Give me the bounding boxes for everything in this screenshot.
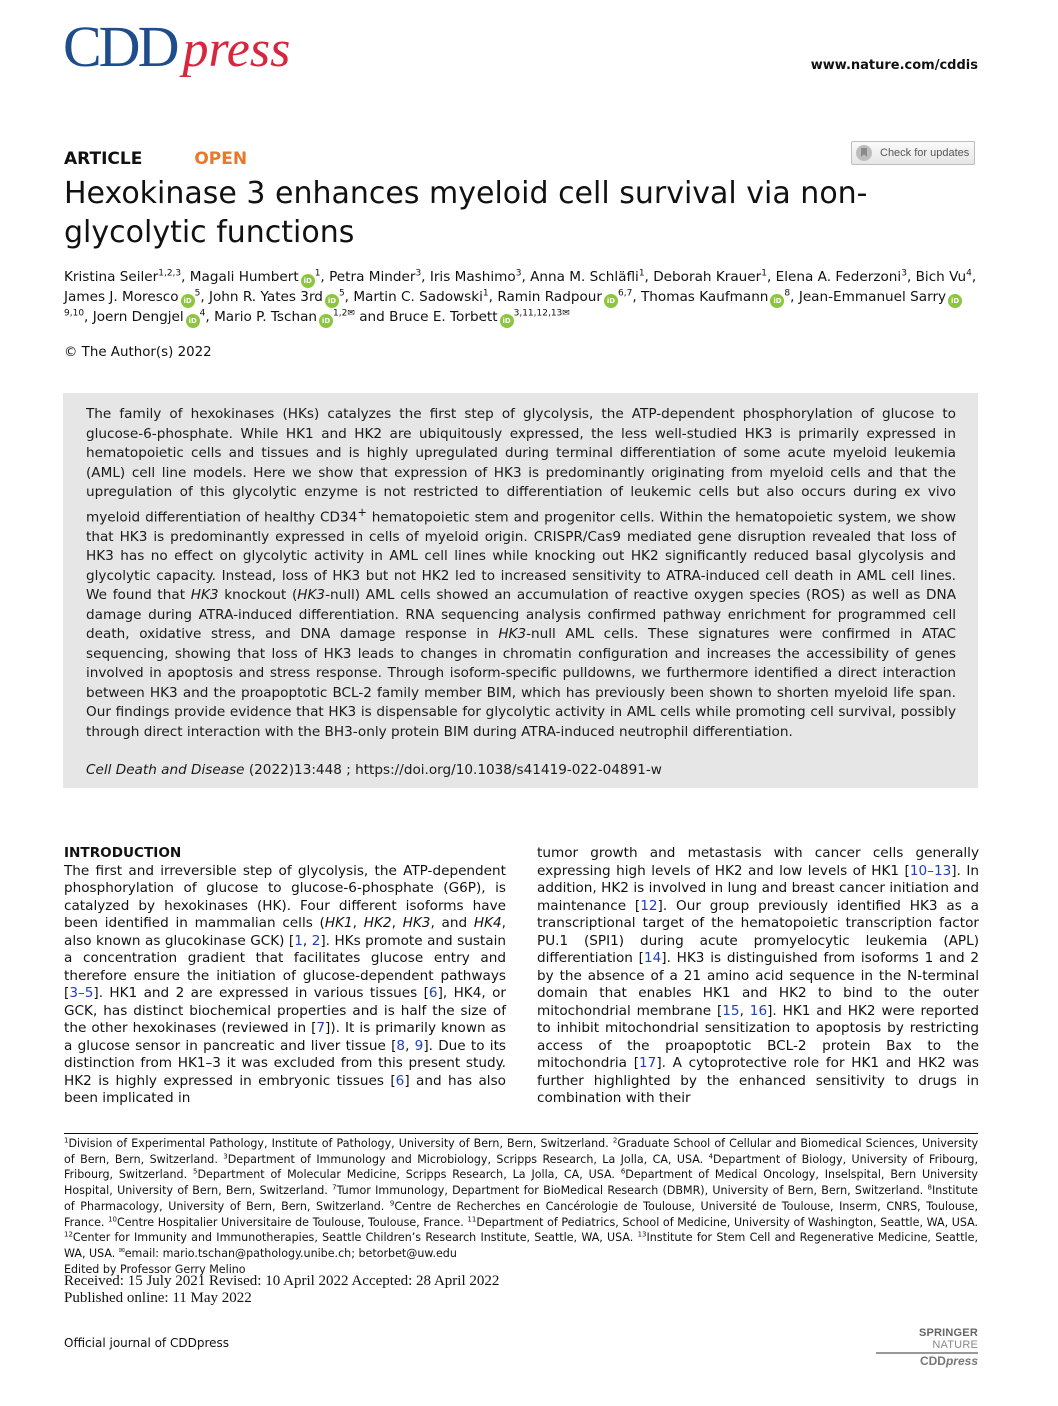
- bookmark-icon: [856, 145, 872, 161]
- author-name[interactable]: Deborah Krauer: [653, 269, 762, 285]
- author-affiliation: 6,7: [618, 288, 633, 299]
- affiliation-number: 1: [64, 1136, 69, 1145]
- affiliation-number: 10: [108, 1214, 117, 1223]
- italic-gene-name: HK1: [324, 915, 353, 931]
- author-affiliation: 4: [199, 308, 206, 319]
- affiliations-footnote: [64, 1136, 978, 1277]
- author-affiliation: 1: [761, 268, 767, 279]
- reference-link[interactable]: 6: [428, 985, 438, 1001]
- envelope-icon[interactable]: ✉: [347, 308, 355, 319]
- reference-link[interactable]: 17: [639, 1055, 657, 1071]
- logo-main: CDD: [63, 14, 177, 79]
- reference-link[interactable]: 12: [640, 897, 658, 914]
- dates-received-revised-accepted: Received: 15 July 2021 Revised: 10 April 2022 Accepted: 28 April 2022: [64, 1273, 500, 1289]
- orcid-icon[interactable]: iD: [500, 314, 514, 328]
- abstract-box: [63, 393, 978, 788]
- affiliation-text: Department of Pediatrics, School of Medicine, University of Washington, Seattle, WA, USA.: [476, 1215, 979, 1229]
- email-link[interactable]: betorbet@uw.edu: [358, 1246, 457, 1260]
- author-name[interactable]: Martin C. Sadowski: [353, 289, 483, 305]
- affiliation-number: 7: [332, 1183, 337, 1192]
- official-journal-line: Official journal of CDDpress: [64, 1336, 230, 1350]
- cddpress-logo: [63, 14, 291, 80]
- affiliation-text: Center for Immunity and Immunotherapies, Seattle Children’s Research Institute, Seattle, WA, USA.: [72, 1231, 634, 1245]
- affiliation-number: 12: [64, 1230, 73, 1239]
- author-name[interactable]: Kristina Seiler: [64, 269, 159, 285]
- author-name[interactable]: John R. Yates 3rd: [208, 289, 323, 305]
- author-affiliation: 4: [966, 268, 972, 279]
- reference-link[interactable]: 8: [396, 1037, 406, 1054]
- reference-link[interactable]: 7: [316, 1020, 326, 1036]
- author-affiliation: 5: [338, 288, 345, 299]
- open-access-label: OPEN: [194, 149, 248, 169]
- springer-nature-wordmark: [876, 1327, 978, 1354]
- author-name[interactable]: Jean-Emmanuel Sarry: [798, 289, 947, 305]
- edited-by: Edited by Professor Gerry Melino: [64, 1262, 246, 1276]
- orcid-icon[interactable]: iD: [948, 294, 962, 308]
- envelope-icon[interactable]: ✉: [562, 308, 570, 319]
- superscript: +: [357, 504, 367, 519]
- italic-gene-name: HK3: [498, 626, 527, 643]
- orcid-icon[interactable]: iD: [770, 294, 784, 308]
- italic-gene-name: HK3: [297, 587, 326, 604]
- author-name[interactable]: Iris Mashimo: [429, 269, 516, 285]
- reference-link[interactable]: 14: [643, 950, 662, 966]
- affiliation-number: 2: [612, 1136, 618, 1145]
- orcid-icon[interactable]: iD: [186, 314, 200, 328]
- affiliation-number: 6: [620, 1167, 626, 1176]
- author-affiliation: 1,2✉: [333, 308, 355, 319]
- reference-link[interactable]: 10–13: [909, 862, 952, 879]
- affiliation-text: Institute of Pharmacology, University of Bern, Bern, Switzerland.: [64, 1184, 979, 1213]
- journal-site-link[interactable]: www.nature.com/cddis: [810, 58, 978, 73]
- publication-dates: [64, 1273, 499, 1307]
- author-name[interactable]: Magali Humbert: [189, 269, 299, 285]
- press-word: press: [945, 1354, 978, 1368]
- italic-gene-name: HK2: [363, 915, 392, 931]
- author-affiliation: 3: [415, 268, 422, 279]
- abstract-text: The family of hexokinases (HKs) catalyzes the first step of glycolysis, the ATP-dependent phosphorylation of glucose to glucose-6-phosphate. While HK1 and HK2 are ubiquitously expressed, the less well-studied HK3 is primarily expressed in hematopoietic cells and tissues and is highly upregulated during terminal differentiation of some acute myeloid leukemia (AML) cell line models. Here we show that expression of HK3 is predominantly originating from myeloid cells and that the upregulation of this glycolytic enzyme is not restricted to differentiation of leukemic cells but also occurs during ex vivo myeloid differentiation of healthy CD34+ hematopoietic stem and progenitor cells. Within the hematopoietic system, we show that HK3 is predominantly expressed in cells of myeloid origin. CRISPR/Cas9 mediated gene disruption revealed that loss of HK3 has no effect on glycolytic activity in AML cell lines while knocking out HK2 significantly reduced basal glycolysis and glycolytic capacity. Instead, loss of HK3 but not HK2 led to increased sensitivity to ATRA-induced cell death in AML cell lines. We found that HK3 knockout (HK3-null) AML cells showed an accumulation of reactive oxygen species (ROS) as well as DNA damage during ATRA-induced differentiation. RNA sequencing analysis confirmed pathway enrichment for programmed cell death, oxidative stress, and DNA damage response in HK3-null AML cells. These signatures were confirmed in ATAC sequencing, showing that loss of HK3 leads to changes in chromatin configuration and increases the accessibility of genes involved in apoptosis and stress response. Through isoform-specific pulldowns, we furthermore identified a direct interaction between HK3 and the proapoptotic BCL-2 family member BIM, which has previously been shown to shorten myeloid life span. Our findings provide evidence that HK3 is dispensable for glycolytic activity in AML cells while promoting cell survival, possibly through direct interaction with the BH3-only protein BIM during ATRA-induced neutrophil differentiation.: [86, 406, 956, 740]
- cddpress-wordmark: [876, 1354, 978, 1368]
- article-title: Hexokinase 3 enhances myeloid cell survival via non-glycolytic functions: [64, 176, 868, 250]
- orcid-icon[interactable]: iD: [604, 294, 618, 308]
- citation-journal: Cell Death and Disease: [86, 762, 245, 779]
- citation-line: [86, 761, 956, 781]
- author-affiliation: 3: [515, 268, 522, 279]
- check-for-updates-label: Check for updates: [880, 147, 970, 159]
- reference-link[interactable]: 16: [749, 1002, 768, 1019]
- affiliation-number: 11: [467, 1214, 477, 1223]
- section-heading-introduction: INTRODUCTION: [64, 845, 182, 861]
- affiliation-text: Department of Medical Oncology, Inselspital, Bern University Hospital, University of Bern, Bern, Switzerland.: [64, 1168, 978, 1198]
- reference-link[interactable]: 6: [395, 1072, 405, 1089]
- affiliation-text: Institute for Stem Cell and Regenerative Medicine, Seattle, WA, USA.: [64, 1231, 978, 1260]
- body-column-left: [64, 845, 506, 1108]
- author-name[interactable]: Ramin Radpour: [497, 289, 603, 305]
- envelope-icon: ✉: [118, 1246, 125, 1255]
- orcid-icon[interactable]: iD: [181, 294, 195, 308]
- reference-link[interactable]: 3–5: [69, 985, 94, 1001]
- author-affiliation: 3,11,12,13✉: [513, 308, 570, 319]
- affiliation-number: 5: [193, 1167, 198, 1176]
- author-affiliation: 5: [194, 288, 201, 299]
- email-label: email:: [124, 1246, 163, 1260]
- author-name[interactable]: Anna M. Schläfli: [530, 269, 639, 285]
- affiliation-text: Tumor Immunology, Department for BioMedical Research (DBMR), University of Bern, Bern, Switzerland.: [336, 1184, 924, 1198]
- orcid-icon[interactable]: iD: [319, 314, 333, 328]
- affiliation-text: Department of Molecular Medicine, Scripps Research, La Jolla, CA, USA.: [197, 1168, 615, 1182]
- body-column-right: [537, 845, 979, 1108]
- reference-link[interactable]: 15: [722, 1002, 740, 1019]
- intro-paragraph-left: The first and irreversible step of glycolysis, the ATP-dependent phosphorylation of glucose to glucose-6-phosphate (G6P), is catalyzed by hexokinases (HK). Four different isoforms have been identified in mammalian cells (HK1, HK2, HK3, and HK4, also known as glucokinase GCK) [1, 2]. HKs promote and sustain a concentration gradient that facilitates glucose entry and therefore ensure the initiation of glucose-dependent pathways [3–5]. HK1 and 2 are expressed in various tissues [6], HK4, or GCK, has distinct biochemical properties and is half the size of the other hexokinases (reviewed in [7]). It is primarily known as a glucose sensor in pancreatic and liver tissue [8, 9]. Due to its distinction from HK1–3 it was excluded from this present study. HK2 is highly expressed in embryonic tissues [6] and has also been implicated in: [64, 862, 506, 1106]
- affiliation-text: Centre Hospitalier Universitaire de Toulouse, Toulouse, France.: [116, 1215, 464, 1229]
- logo-accent: press: [182, 21, 291, 78]
- date-published-online: Published online: 11 May 2022: [64, 1290, 252, 1306]
- author-name[interactable]: Mario P. Tschan: [214, 309, 318, 325]
- reference-link[interactable]: 2: [311, 932, 321, 949]
- affiliation-number: 8: [927, 1183, 932, 1192]
- affiliation-text: Department of Immunology and Microbiology, Scripps Research, La Jolla, CA, USA.: [227, 1152, 704, 1166]
- author-name[interactable]: Petra Minder: [329, 269, 416, 285]
- author-name[interactable]: Elena A. Federzoni: [775, 269, 902, 285]
- affiliation-text: Centre de Recherches en Cancérologie de Toulouse, Université de Toulouse, Inserm, CNRS, Toulouse, France.: [64, 1199, 978, 1229]
- affiliation-text: Department of Biology, University of Fribourg, Fribourg, Switzerland.: [64, 1152, 979, 1182]
- italic-gene-name: HK3: [402, 915, 431, 931]
- author-affiliation: 8: [784, 288, 791, 299]
- reference-link[interactable]: 9: [414, 1037, 424, 1054]
- orcid-icon[interactable]: iD: [301, 274, 315, 288]
- author-affiliation: 1: [314, 268, 321, 279]
- affiliation-number: 13: [637, 1230, 647, 1239]
- affiliation-text: Division of Experimental Pathology, Institute of Pathology, University of Bern, Bern, Switzerland.: [68, 1137, 609, 1150]
- affiliation-number: 9: [389, 1199, 395, 1208]
- article-type-row: [64, 149, 247, 169]
- nature-word: NATURE: [932, 1339, 978, 1351]
- springer-nature-logo: [876, 1327, 978, 1368]
- author-affiliation: 1,2,3: [158, 268, 182, 279]
- cdd-word: CDD: [919, 1354, 946, 1368]
- author-name[interactable]: Bich Vu: [915, 269, 967, 285]
- author-affiliation: 1: [482, 288, 489, 299]
- affiliation-number: 4: [708, 1152, 714, 1161]
- intro-paragraph-right: tumor growth and metastasis with cancer cells generally expressing high levels of HK2 and low levels of HK1 [10–13]. In addition, HK2 is involved in lung and breast cancer initiation and maintenance [12]. Our group previously identified HK3 as a transcriptional target of the hematopoietic transcription factor PU.1 (SPI1) during acute promyelocytic leukemia (APL) differentiation [14]. HK3 is distinguished from isoforms 1 and 2 by the absence of a 21 amino acid sequence in the N-terminal domain that enables HK1 and HK2 to bind to the outer mitochondrial membrane [15, 16]. HK1 and HK2 were reported to inhibit mitochondrial sensitization to apoptosis by restricting access of the proapoptotic BCL-2 protein Bax to the mitochondria [17]. A cytoprotective role for HK1 and HK2 was further highlighted by the enhanced sensitivity to drugs in combination with their: [537, 845, 979, 1106]
- footnote-divider: [64, 1133, 978, 1134]
- author-name[interactable]: Thomas Kaufmann: [641, 289, 769, 305]
- copyright-notice: © The Author(s) 2022: [64, 345, 212, 360]
- springer-word: SPRINGER: [918, 1327, 978, 1339]
- affiliation-text: Graduate School of Cellular and Biomedical Sciences, University of Bern, Bern, Switzerland.: [64, 1137, 979, 1166]
- article-type-label: ARTICLE: [64, 149, 143, 169]
- reference-link[interactable]: 1: [294, 932, 303, 949]
- author-list: Kristina Seiler$^{1,2,3}$, Magali Humbert $iD^1$, Petra Minder$^3$, Iris Mashimo$^3$, Anna M. Schläfli$^1$, Deborah Krauer$^1$, Elena A. Federzoni$^3$, Bich Vu$^4$, James J. Moresco $iD^5$, John R. Yates 3rd $iD^5$, Martin C. Sadowski$^1$, Ramin Radpour iD$^{6,7}$, Thomas Kaufmann $iD^8$, Jean-Emmanuel Sarry iD$^{9,10}$, Joern Dengjel $iD^4$, Mario P. Tschan $iD^{1,2✉}$ and Bruce E. Torbett $iD^{3,11,12,13✉}$: [64, 268, 984, 328]
- email-link[interactable]: mario.tschan@pathology.unibe.ch: [162, 1246, 352, 1260]
- author-affiliation: 1: [638, 268, 645, 279]
- author-name[interactable]: James J. Moresco: [64, 289, 179, 305]
- citation-doi-link[interactable]: (2022)13:448 ; https://doi.org/10.1038/s41419-022-04891-w: [244, 762, 662, 779]
- check-for-updates-button[interactable]: [851, 141, 975, 165]
- author-name[interactable]: Bruce E. Torbett: [389, 309, 498, 325]
- author-affiliation: 9,10: [64, 308, 85, 319]
- author-name[interactable]: Joern Dengjel: [92, 309, 184, 325]
- author-affiliation: 3: [901, 268, 907, 279]
- affiliation-number: 3: [223, 1152, 228, 1161]
- italic-gene-name: HK4: [473, 915, 502, 931]
- italic-gene-name: HK3: [190, 587, 219, 604]
- affiliation-list: $^1$Division of Experimental Pathology, Institute of Pathology, University of Bern, Bern, Switzerland. $^2$Graduate School of Cellular and Biomedical Sciences, University of Bern, Bern, Switzerland. $^3$Department of Immunology and Microbiology, Scripps Research, La Jolla, CA, USA. $^4$Department of Biology, University of Fribourg, Fribourg, Switzerland. $^5$Department of Molecular Medicine, Scripps Research, La Jolla, CA, USA. $^6$Department of Medical Oncology, Inselspital, Bern University Hospital, University of Bern, Bern, Switzerland. $^7$Tumor Immunology, Department for BioMedical Research (DBMR), University of Bern, Bern, Switzerland. $^8$Institute of Pharmacology, University of Bern, Bern, Switzerland. $^9$Centre de Recherches en Cancérologie de Toulouse, Université de Toulouse, Inserm, CNRS, Toulouse, France. $^{10}$Centre Hospitalier Universitaire de Toulouse, Toulouse, France. $^{11}$Department of Pediatrics, School of Medicine, University of Washington, Seattle, WA, USA. $^{12}$Center for Immunity and Immunotherapies, Seattle Children’s Research Institute, Seattle, WA, USA. $^{13}$Institute for Stem Cell and Regenerative Medicine, Seattle, WA, USA. ✉email: mario.tschan@pathology.unibe.ch; betorbet@uw.edu: [64, 1136, 979, 1260]
- orcid-icon[interactable]: iD: [325, 294, 339, 308]
